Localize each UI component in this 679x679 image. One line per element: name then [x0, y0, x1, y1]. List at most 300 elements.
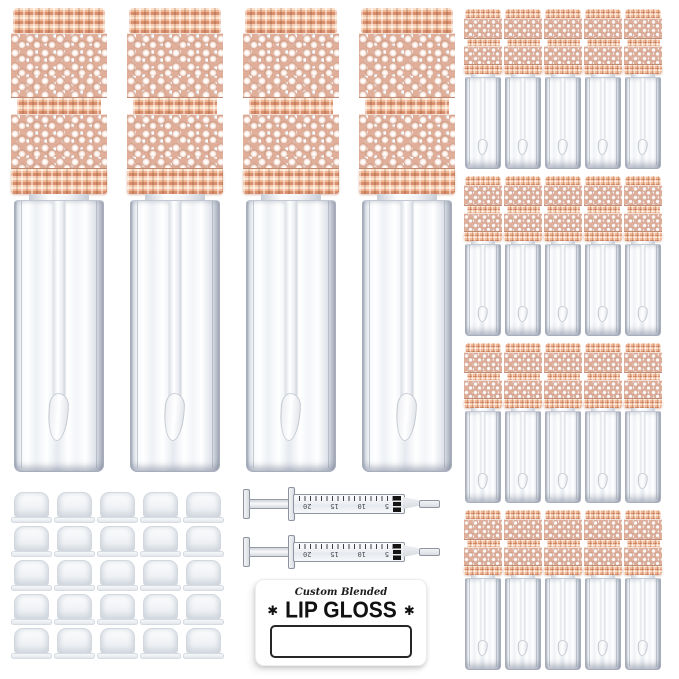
cap-knurl-bottom — [624, 65, 662, 74]
rubber-stopper — [140, 526, 181, 556]
tube-body-glass — [505, 411, 541, 503]
small-tubes-grid — [464, 9, 662, 670]
rubber-stopper — [54, 628, 95, 658]
cap-knurl-top — [585, 9, 621, 18]
applicator-wand — [601, 78, 606, 141]
stopper-flange — [183, 585, 224, 591]
syringe-tip — [419, 500, 440, 508]
tube-body-glass — [625, 244, 661, 336]
lip-gloss-tube — [544, 9, 582, 169]
stopper-dome — [57, 594, 92, 620]
cap-knurl-middle — [507, 39, 540, 46]
tube-body-glass — [545, 77, 581, 169]
rubber-stopper — [11, 628, 52, 658]
tube-body-glass — [505, 244, 541, 336]
cap-knurl-middle — [467, 39, 500, 46]
rubber-stopper — [183, 492, 224, 522]
stopper-dome — [14, 492, 49, 518]
star-icon: ✱ — [267, 603, 279, 619]
cap-rhinestone-band-lower — [544, 380, 582, 399]
cap-rhinestone-band-upper — [584, 185, 622, 206]
syringe-plunger-rod — [249, 547, 292, 557]
stopper-dome — [14, 594, 49, 620]
applicator-wand — [169, 201, 182, 398]
syringe-tip — [419, 548, 440, 556]
syringe-scale-number: 20 — [303, 502, 312, 510]
tube-body-glass — [625, 77, 661, 169]
lip-gloss-tube — [584, 343, 622, 503]
stopper-flange — [183, 517, 224, 523]
stopper-dome — [57, 492, 92, 518]
lip-gloss-tube — [544, 510, 582, 670]
tube-body-glass — [465, 77, 501, 169]
cap-rhinestone-band-upper — [584, 519, 622, 540]
cap-rhinestone-band-lower — [11, 114, 107, 169]
cap-rhinestone-band-upper — [359, 33, 455, 98]
applicator-wand — [521, 579, 526, 642]
cap-knurl-top — [505, 343, 541, 352]
stopper-flange — [97, 653, 138, 659]
rubber-stopper — [97, 492, 138, 522]
cap-knurl-top — [129, 8, 221, 33]
applicator-wand — [481, 412, 486, 475]
cap-knurl-top — [585, 343, 621, 352]
cap-knurl-middle — [467, 540, 500, 547]
tube-body-glass — [545, 244, 581, 336]
cap-rhinestone-band-upper — [584, 352, 622, 373]
cap-rhinestone-band-upper — [464, 18, 502, 39]
syringe — [243, 530, 439, 572]
cap-rhinestone-band-lower — [504, 46, 542, 65]
tube-body-glass — [585, 77, 621, 169]
cap-knurl-top — [625, 9, 661, 18]
lip-gloss-tube — [504, 343, 542, 503]
tube-body-glass — [465, 411, 501, 503]
cap-knurl-middle — [587, 206, 620, 213]
cap-knurl-middle — [133, 98, 217, 114]
cap-rhinestone-band-lower — [359, 114, 455, 169]
cap-rhinestone-band-upper — [504, 185, 542, 206]
syringe-barrel — [293, 542, 405, 562]
stopper-flange — [140, 653, 181, 659]
lip-gloss-tube — [504, 9, 542, 169]
cap-knurl-middle — [627, 39, 660, 46]
cap-rhinestone-band-lower — [624, 46, 662, 65]
stopper-dome — [186, 594, 221, 620]
rubber-stopper — [183, 628, 224, 658]
applicator-tip — [395, 392, 418, 441]
syringes-group — [243, 482, 439, 572]
applicator-tip — [597, 306, 608, 323]
stopper-dome — [100, 560, 135, 586]
cap-knurl-bottom — [504, 232, 542, 241]
stopper-dome — [143, 526, 178, 552]
syringe-nozzle — [403, 545, 419, 557]
stopper-dome — [143, 628, 178, 654]
cap-rhinestone-band-lower — [243, 114, 339, 169]
stopper-flange — [140, 585, 181, 591]
lip-gloss-tube — [464, 343, 502, 503]
lip-gloss-tube — [624, 510, 662, 670]
applicator-wand — [641, 245, 646, 308]
applicator-tip — [557, 139, 568, 156]
applicator-tip — [47, 392, 70, 441]
cap-knurl-middle — [507, 540, 540, 547]
cap-rhinestone-band-upper — [544, 18, 582, 39]
cap-knurl-bottom — [359, 169, 455, 195]
applicator-tip — [637, 640, 648, 657]
cap-knurl-top — [545, 343, 581, 352]
cap-knurl-bottom — [584, 232, 622, 241]
cap-knurl-top — [465, 176, 501, 185]
label-title-row — [267, 599, 414, 622]
tube-body-glass — [545, 578, 581, 670]
cap-knurl-bottom — [624, 399, 662, 408]
cap-rhinestone-band-upper — [544, 185, 582, 206]
cap-knurl-middle — [547, 540, 580, 547]
stopper-dome — [14, 526, 49, 552]
rubber-stopper — [54, 560, 95, 590]
cap-knurl-middle — [547, 373, 580, 380]
cap-rhinestone-band-upper — [544, 519, 582, 540]
cap-knurl-bottom — [464, 232, 502, 241]
cap-knurl-middle — [547, 206, 580, 213]
cap-rhinestone-band-upper — [504, 18, 542, 39]
cap-knurl-top — [585, 510, 621, 519]
applicator-tip — [517, 306, 528, 323]
rubber-stopper — [183, 560, 224, 590]
tube-body-glass — [505, 578, 541, 670]
rubber-stopper — [97, 560, 138, 590]
cap-rhinestone-band-upper — [584, 18, 622, 39]
stopper-flange — [140, 517, 181, 523]
stopper-flange — [183, 653, 224, 659]
cap-knurl-top — [505, 510, 541, 519]
tube-body-glass — [585, 578, 621, 670]
tube-body-glass — [545, 411, 581, 503]
cap-knurl-bottom — [584, 399, 622, 408]
rubber-stopper — [140, 560, 181, 590]
cap-rhinestone-band-lower — [584, 380, 622, 399]
applicator-tip — [557, 473, 568, 490]
cap-rhinestone-band-lower — [584, 213, 622, 232]
syringe-scale-number: 10 — [357, 550, 366, 558]
cap-rhinestone-band-upper — [464, 185, 502, 206]
lip-gloss-tube — [584, 176, 622, 336]
cap-knurl-bottom — [544, 566, 582, 575]
cap-rhinestone-band-lower — [464, 547, 502, 566]
rubber-stopper — [54, 492, 95, 522]
applicator-wand — [561, 78, 566, 141]
applicator-tip — [477, 139, 488, 156]
lip-gloss-tube — [464, 176, 502, 336]
cap-rhinestone-band-upper — [243, 33, 339, 98]
cap-knurl-bottom — [243, 169, 339, 195]
rubber-stopper — [11, 560, 52, 590]
stopper-flange — [54, 619, 95, 625]
star-icon: ✱ — [403, 603, 415, 619]
tube-body-glass — [585, 411, 621, 503]
cap-knurl-top — [585, 176, 621, 185]
cap-knurl-bottom — [504, 566, 542, 575]
stopper-flange — [54, 517, 95, 523]
cap-knurl-middle — [17, 98, 101, 114]
applicator-tip — [163, 392, 186, 441]
cap-knurl-top — [245, 8, 337, 33]
rubber-stopper — [11, 526, 52, 556]
stopper-flange — [97, 551, 138, 557]
rubber-stopper — [11, 492, 52, 522]
stoppers-grid — [11, 492, 224, 658]
stopper-dome — [186, 526, 221, 552]
syringe-plunger-seal — [393, 544, 401, 560]
cap-knurl-top — [465, 9, 501, 18]
stopper-dome — [14, 628, 49, 654]
cap-rhinestone-band-upper — [624, 185, 662, 206]
cap-rhinestone-band-upper — [464, 519, 502, 540]
cap-rhinestone-band-lower — [624, 213, 662, 232]
cap-knurl-bottom — [624, 232, 662, 241]
rubber-stopper — [97, 594, 138, 624]
lip-gloss-tube — [544, 176, 582, 336]
syringe-scale-number: 10 — [357, 502, 366, 510]
applicator-wand — [561, 579, 566, 642]
applicator-wand — [601, 579, 606, 642]
applicator-wand — [641, 579, 646, 642]
applicator-wand — [601, 412, 606, 475]
rubber-stopper — [140, 594, 181, 624]
applicator-wand — [401, 201, 414, 398]
rubber-stopper — [54, 526, 95, 556]
stopper-flange — [97, 585, 138, 591]
cap-rhinestone-band-upper — [127, 33, 223, 98]
applicator-tip — [597, 473, 608, 490]
applicator-wand — [481, 245, 486, 308]
syringe-scale-number: 5 — [384, 550, 389, 558]
applicator-wand — [561, 245, 566, 308]
rubber-stopper — [140, 492, 181, 522]
large-tubes-row — [11, 8, 455, 472]
cap-rhinestone-band-lower — [544, 547, 582, 566]
cap-rhinestone-band-lower — [624, 547, 662, 566]
applicator-wand — [521, 78, 526, 141]
cap-knurl-middle — [587, 373, 620, 380]
stopper-flange — [97, 517, 138, 523]
cap-knurl-middle — [587, 540, 620, 547]
cap-rhinestone-band-lower — [504, 380, 542, 399]
rubber-stopper — [11, 594, 52, 624]
applicator-tip — [517, 139, 528, 156]
lip-gloss-tube — [504, 176, 542, 336]
applicator-tip — [637, 139, 648, 156]
applicator-wand — [53, 201, 66, 398]
label-title: LIP GLOSS — [285, 598, 397, 623]
cap-rhinestone-band-upper — [624, 352, 662, 373]
cap-knurl-middle — [627, 540, 660, 547]
tube-body-glass — [505, 77, 541, 169]
applicator-wand — [285, 201, 298, 398]
syringe-scale-number: 15 — [330, 550, 339, 558]
cap-rhinestone-band-lower — [127, 114, 223, 169]
cap-knurl-top — [505, 176, 541, 185]
applicator-tip — [517, 473, 528, 490]
cap-knurl-middle — [249, 98, 333, 114]
stopper-dome — [14, 560, 49, 586]
cap-knurl-middle — [467, 373, 500, 380]
applicator-tip — [557, 640, 568, 657]
rubber-stopper — [54, 594, 95, 624]
cap-knurl-top — [505, 9, 541, 18]
stopper-flange — [183, 551, 224, 557]
cap-knurl-bottom — [544, 399, 582, 408]
syringe-scale-numbers — [303, 550, 389, 558]
cap-rhinestone-band-lower — [464, 380, 502, 399]
applicator-tip — [279, 392, 302, 441]
cap-rhinestone-band-upper — [624, 18, 662, 39]
stopper-dome — [186, 492, 221, 518]
cap-rhinestone-band-upper — [11, 33, 107, 98]
applicator-tip — [637, 306, 648, 323]
cap-rhinestone-band-upper — [504, 352, 542, 373]
cap-rhinestone-band-lower — [464, 213, 502, 232]
stopper-dome — [57, 628, 92, 654]
stopper-flange — [11, 653, 52, 659]
stopper-dome — [143, 594, 178, 620]
syringe-plunger-rod — [249, 499, 292, 509]
lip-gloss-tube — [11, 8, 107, 472]
cap-knurl-middle — [627, 373, 660, 380]
applicator-tip — [557, 306, 568, 323]
label-write-area — [270, 625, 412, 658]
lip-gloss-tube — [359, 8, 455, 472]
cap-knurl-middle — [365, 98, 449, 114]
tube-body-glass — [465, 244, 501, 336]
cap-knurl-bottom — [11, 169, 107, 195]
lip-gloss-tube — [584, 9, 622, 169]
syringe-scale-ticks — [299, 544, 393, 549]
applicator-wand — [601, 245, 606, 308]
cap-knurl-bottom — [127, 169, 223, 195]
applicator-wand — [561, 412, 566, 475]
cap-knurl-top — [545, 510, 581, 519]
lip-gloss-tube — [504, 510, 542, 670]
lip-gloss-tube — [464, 510, 502, 670]
syringe-scale-number: 20 — [303, 550, 312, 558]
cap-knurl-middle — [547, 39, 580, 46]
applicator-tip — [477, 473, 488, 490]
cap-rhinestone-band-lower — [504, 213, 542, 232]
cap-knurl-bottom — [464, 566, 502, 575]
tube-body-glass — [465, 578, 501, 670]
stopper-dome — [57, 526, 92, 552]
rubber-stopper — [140, 628, 181, 658]
rubber-stopper — [97, 628, 138, 658]
applicator-tip — [597, 640, 608, 657]
lip-gloss-tube — [127, 8, 223, 472]
applicator-tip — [477, 306, 488, 323]
applicator-wand — [641, 78, 646, 141]
stopper-flange — [183, 619, 224, 625]
stopper-dome — [57, 560, 92, 586]
syringe-scale-ticks — [299, 496, 393, 501]
applicator-wand — [521, 245, 526, 308]
stopper-flange — [54, 585, 95, 591]
syringe-scale-numbers — [303, 502, 389, 510]
stopper-flange — [140, 619, 181, 625]
applicator-tip — [477, 640, 488, 657]
cap-rhinestone-band-upper — [464, 352, 502, 373]
rubber-stopper — [97, 526, 138, 556]
stopper-flange — [140, 551, 181, 557]
syringe-nozzle — [403, 497, 419, 509]
cap-rhinestone-band-lower — [464, 46, 502, 65]
lip-gloss-label — [255, 579, 427, 666]
syringe — [243, 482, 439, 524]
stopper-dome — [186, 628, 221, 654]
cap-knurl-middle — [587, 39, 620, 46]
lip-gloss-tube — [464, 9, 502, 169]
cap-knurl-top — [465, 510, 501, 519]
cap-knurl-bottom — [504, 65, 542, 74]
cap-knurl-middle — [627, 206, 660, 213]
cap-knurl-bottom — [464, 65, 502, 74]
cap-knurl-top — [465, 343, 501, 352]
syringe-barrel — [293, 494, 405, 514]
stopper-flange — [11, 517, 52, 523]
cap-knurl-bottom — [544, 65, 582, 74]
tube-body-glass — [130, 200, 220, 472]
cap-rhinestone-band-lower — [544, 213, 582, 232]
stopper-dome — [143, 492, 178, 518]
tube-body-glass — [585, 244, 621, 336]
cap-rhinestone-band-lower — [584, 547, 622, 566]
stopper-flange — [54, 653, 95, 659]
tube-body-glass — [362, 200, 452, 472]
syringe-scale-number: 5 — [384, 502, 389, 510]
tube-body-glass — [246, 200, 336, 472]
stopper-flange — [97, 619, 138, 625]
cap-knurl-top — [545, 176, 581, 185]
cap-rhinestone-band-upper — [624, 519, 662, 540]
cap-knurl-middle — [507, 373, 540, 380]
stopper-flange — [54, 551, 95, 557]
applicator-wand — [641, 412, 646, 475]
lip-gloss-tube — [243, 8, 339, 472]
cap-rhinestone-band-upper — [504, 519, 542, 540]
lip-gloss-tube — [624, 343, 662, 503]
applicator-tip — [597, 139, 608, 156]
syringe-scale-number: 15 — [330, 502, 339, 510]
lip-gloss-tube — [544, 343, 582, 503]
tube-body-glass — [625, 411, 661, 503]
cap-knurl-top — [361, 8, 453, 33]
cap-knurl-bottom — [584, 566, 622, 575]
cap-rhinestone-band-lower — [544, 46, 582, 65]
cap-knurl-bottom — [464, 399, 502, 408]
cap-knurl-top — [625, 510, 661, 519]
cap-knurl-top — [625, 176, 661, 185]
stopper-dome — [143, 560, 178, 586]
cap-knurl-bottom — [544, 232, 582, 241]
label-tagline: Custom Blended — [294, 587, 388, 598]
stopper-flange — [11, 551, 52, 557]
applicator-tip — [517, 640, 528, 657]
lip-gloss-tube — [624, 9, 662, 169]
stopper-flange — [11, 585, 52, 591]
cap-knurl-bottom — [584, 65, 622, 74]
cap-knurl-top — [13, 8, 105, 33]
cap-rhinestone-band-lower — [504, 547, 542, 566]
